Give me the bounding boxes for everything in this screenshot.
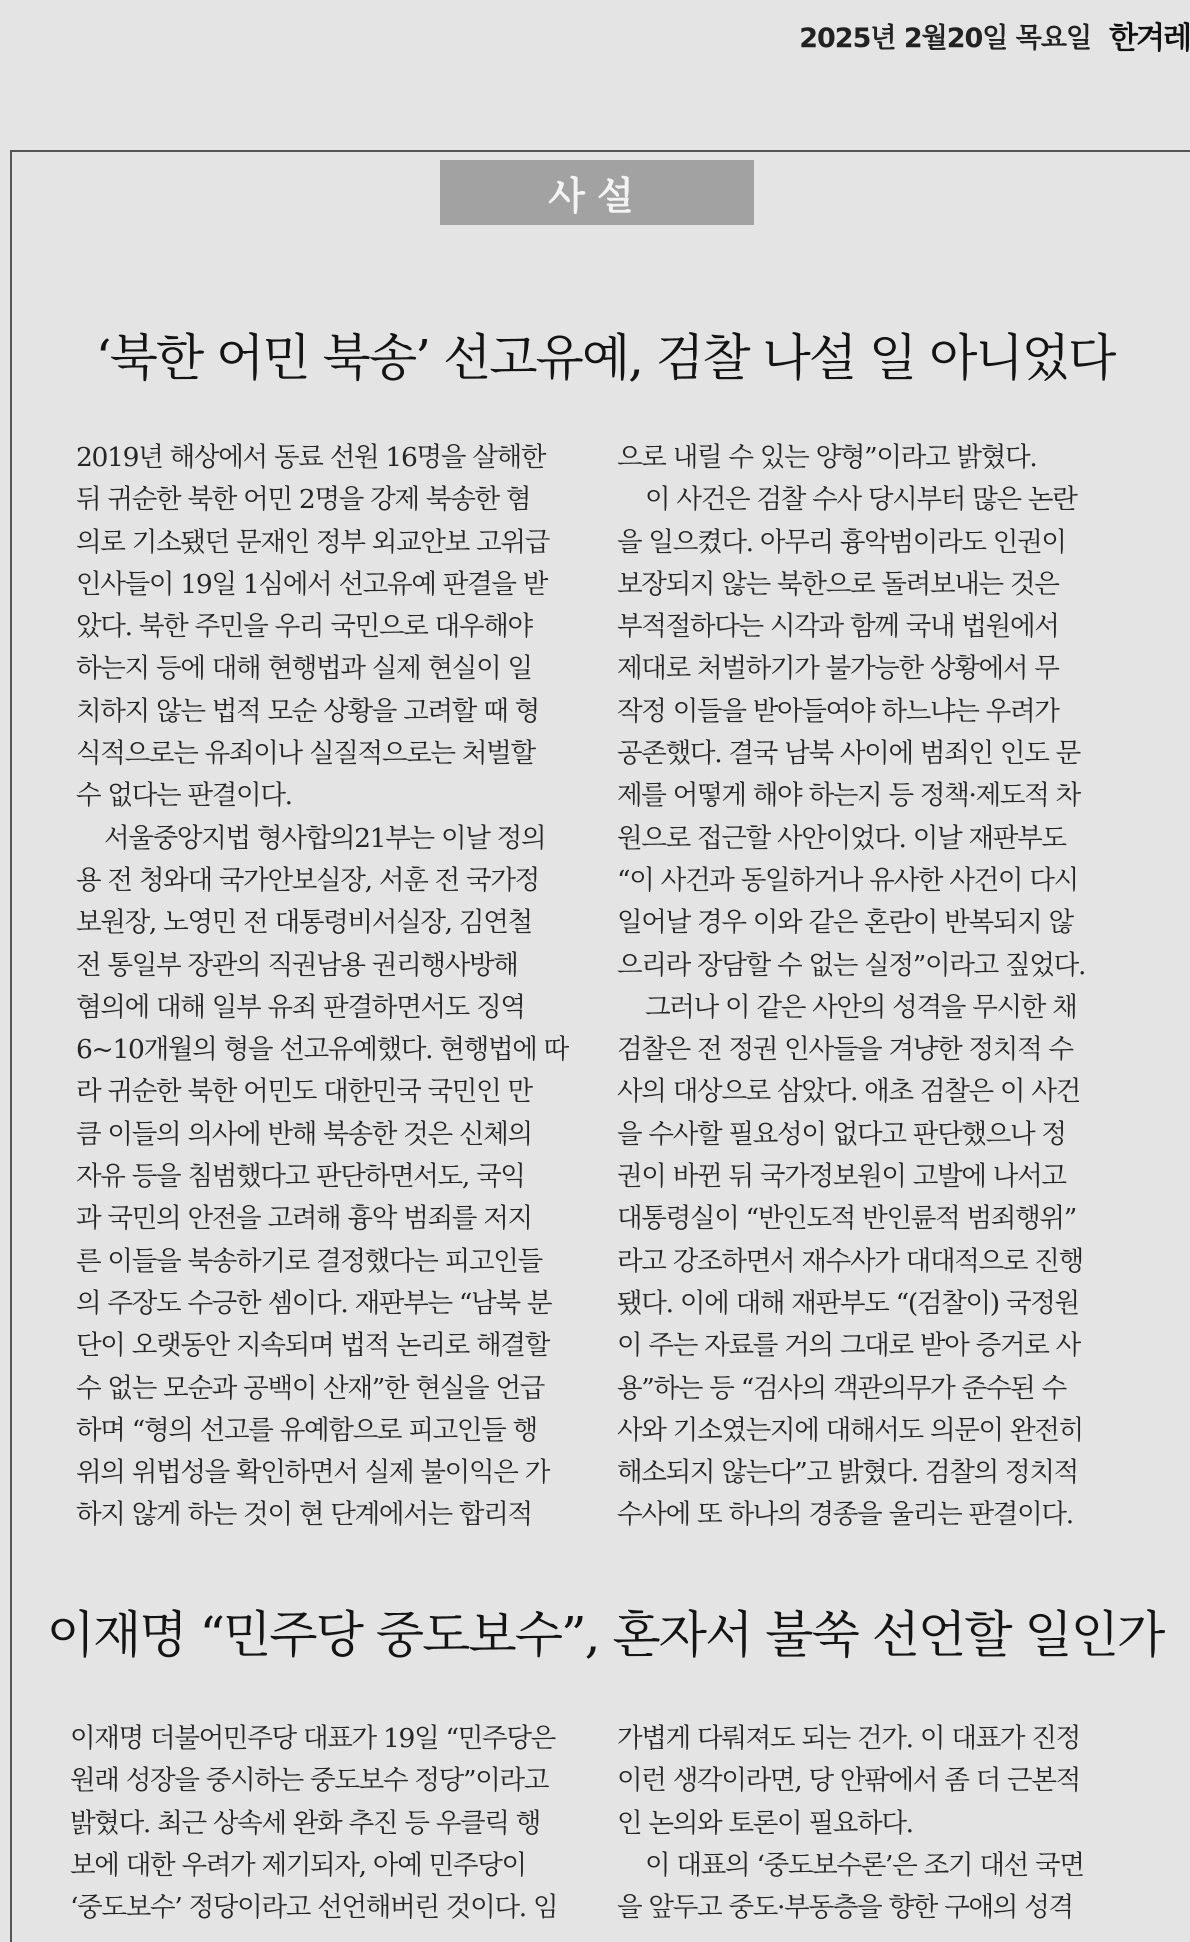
- text-line: 이런 생각이라면, 당 안팎에서 좀 더 근본적: [617, 1765, 1080, 1797]
- editorial-2-left-column: [70, 1718, 570, 1929]
- text-line: 일어날 경우 이와 같은 혼란이 반복되지 않: [617, 907, 1073, 939]
- text-line: 의로 기소됐던 문재인 정부 외교안보 고위급: [76, 526, 549, 558]
- text-line: 의 주장도 수긍한 셈이다. 재판부는 “남북 분: [76, 1287, 552, 1319]
- text-line: 원으로 접근할 사안이었다. 이날 재판부도: [617, 822, 1066, 854]
- text-line: 그러나 이 같은 사안의 성격을 무시한 채: [645, 991, 1077, 1023]
- text-line: 수 없다는 판결이다.: [76, 780, 292, 812]
- text-line: 단이 오랫동안 지속되며 법적 논리로 해결할: [76, 1330, 549, 1362]
- text-line: 뒤 귀순한 북한 어민 2명을 강제 북송한 혐: [76, 484, 531, 516]
- text-line: 가볍게 다뤄져도 되는 건가. 이 대표가 진정: [617, 1723, 1080, 1754]
- editorial-1-headline: ‘북한 어민 북송’ 선고유예, 검찰 나설 일 아니었다: [95, 329, 1115, 387]
- text-line: 2019년 해상에서 동료 선원 16명을 살해한: [76, 442, 546, 473]
- text-line: 권이 바뀐 뒤 국가정보원이 고발에 나서고: [617, 1161, 1066, 1193]
- text-line: 식적으로는 유죄이나 실질적으로는 처벌할: [76, 738, 535, 770]
- text-line: 을 앞두고 중도·부동층을 향한 구애의 성격: [617, 1892, 1073, 1924]
- text-line: 이 주는 자료를 거의 그대로 받아 증거로 사: [617, 1330, 1080, 1362]
- text-line: 수 없는 모순과 공백이 산재”한 현실을 언급: [76, 1372, 545, 1404]
- newspaper-logo: 한겨레: [1109, 21, 1190, 56]
- text-line: 용”하는 등 “검사의 객관의무가 준수된 수: [617, 1372, 1066, 1404]
- text-line: 보에 대한 우려가 제기되자, 아예 민주당이: [70, 1849, 526, 1881]
- text-line: 대통령실이 “반인도적 반인륜적 범죄행위”: [617, 1203, 1076, 1235]
- text-line: 전 통일부 장관의 직권남용 권리행사방해: [76, 949, 518, 981]
- text-line: 사와 기소였는지에 대해서도 의문이 완전히: [617, 1414, 1083, 1446]
- text-line: 과 국민의 안전을 고려해 흉악 범죄를 저지: [76, 1203, 532, 1235]
- text-line: 작정 이들을 받아들여야 하느냐는 우려가: [617, 695, 1059, 727]
- text-line: 하는지 등에 대해 현행법과 실제 현실이 일: [76, 653, 532, 685]
- text-line: 인 논의와 토론이 필요하다.: [617, 1807, 913, 1839]
- text-line: 이 대표의 ‘중도보수론’은 조기 대선 국면: [645, 1849, 1084, 1881]
- text-line: 원래 성장을 중시하는 중도보수 정당”이라고: [70, 1765, 549, 1797]
- text-line: 라 귀순한 북한 어민도 대한민국 국민인 만: [76, 1076, 532, 1108]
- text-line: 됐다. 이에 대해 재판부도 “(검찰이) 국정원: [617, 1287, 1079, 1319]
- text-line: 으리라 장담할 수 없는 실정”이라고 짚었다.: [617, 949, 1086, 981]
- text-line: 큼 이들의 의사에 반해 북송한 것은 신체의: [76, 1118, 532, 1150]
- text-line: 하며 “형의 선고를 유예함으로 피고인들 행: [76, 1414, 537, 1446]
- text-line: 보장되지 않는 북한으로 돌려보내는 것은: [617, 568, 1059, 600]
- text-line: 이재명 더불어민주당 대표가 19일 “민주당은: [70, 1723, 555, 1754]
- text-line: 하지 않게 하는 것이 현 단계에서는 합리적: [76, 1499, 532, 1531]
- text-line: 제대로 처벌하기가 불가능한 상황에서 무: [617, 653, 1059, 685]
- editorial-2-right-column: [617, 1718, 1117, 1929]
- text-line: “이 사건과 동일하거나 유사한 사건이 다시: [617, 864, 1078, 896]
- editorial-1-right-column: [617, 437, 1117, 1537]
- text-line: 사의 대상으로 삼았다. 애초 검찰은 이 사건: [617, 1076, 1080, 1108]
- text-line: 을 일으켰다. 아무리 흉악범이라도 인권이: [617, 526, 1066, 558]
- text-line: 보원장, 노영민 전 대통령비서실장, 김연철: [76, 907, 532, 939]
- text-line: 라고 강조하면서 재수사가 대대적으로 진행: [617, 1245, 1083, 1277]
- text-line: 부적절하다는 시각과 함께 국내 법원에서: [617, 611, 1059, 643]
- editorial-1-left-column: [76, 437, 576, 1537]
- masthead: [590, 0, 1190, 70]
- text-line: 6~10개월의 형을 선고유예했다. 현행법에 따: [76, 1034, 568, 1066]
- text-line: 검찰은 전 정권 인사들을 겨냥한 정치적 수: [617, 1034, 1073, 1066]
- text-line: 위의 위법성을 확인하면서 실제 불이익은 가: [76, 1457, 549, 1489]
- text-line: 혐의에 대해 일부 유죄 판결하면서도 징역: [76, 991, 525, 1023]
- text-line: 인사들이 19일 1심에서 선고유예 판결을 받: [76, 568, 548, 600]
- text-line: 치하지 않는 법적 모순 상황을 고려할 때 형: [76, 695, 539, 727]
- text-line: 서울중앙지법 형사합의21부는 이날 정의: [104, 822, 546, 854]
- text-line: 으로 내릴 수 있는 양형”이라고 밝혔다.: [617, 442, 1037, 473]
- text-line: 밝혔다. 최근 상속세 완화 추진 등 우클릭 행: [70, 1807, 541, 1839]
- editorial-2-headline: 이재명 “민주당 중도보수”, 혼자서 불쑥 선언할 일인가: [46, 1606, 1164, 1664]
- text-line: 해소되지 않는다”고 밝혔다. 검찰의 정치적: [617, 1457, 1078, 1489]
- text-line: 았다. 북한 주민을 우리 국민으로 대우해야: [76, 611, 532, 643]
- text-line: 른 이들을 북송하기로 결정했다는 피고인들: [76, 1245, 542, 1277]
- text-line: 수사에 또 하나의 경종을 울리는 판결이다.: [617, 1499, 1073, 1531]
- text-line: 이 사건은 검찰 수사 당시부터 많은 논란: [645, 484, 1077, 516]
- text-line: ‘중도보수’ 정당이라고 선언해버린 것이다. 임: [70, 1892, 558, 1924]
- text-line: 용 전 청와대 국가안보실장, 서훈 전 국가정: [76, 864, 539, 896]
- text-line: 을 수사할 필요성이 없다고 판단했으나 정: [617, 1118, 1066, 1150]
- issue-date: 2025년 2월20일 목요일: [799, 22, 1092, 54]
- text-line: 공존했다. 결국 남북 사이에 범죄인 인도 문: [617, 738, 1080, 770]
- text-line: 제를 어떻게 해야 하는지 등 정책·제도적 차: [617, 780, 1080, 812]
- text-line: 자유 등을 침범했다고 판단하면서도, 국익: [76, 1161, 525, 1193]
- section-label: 사설: [440, 160, 754, 225]
